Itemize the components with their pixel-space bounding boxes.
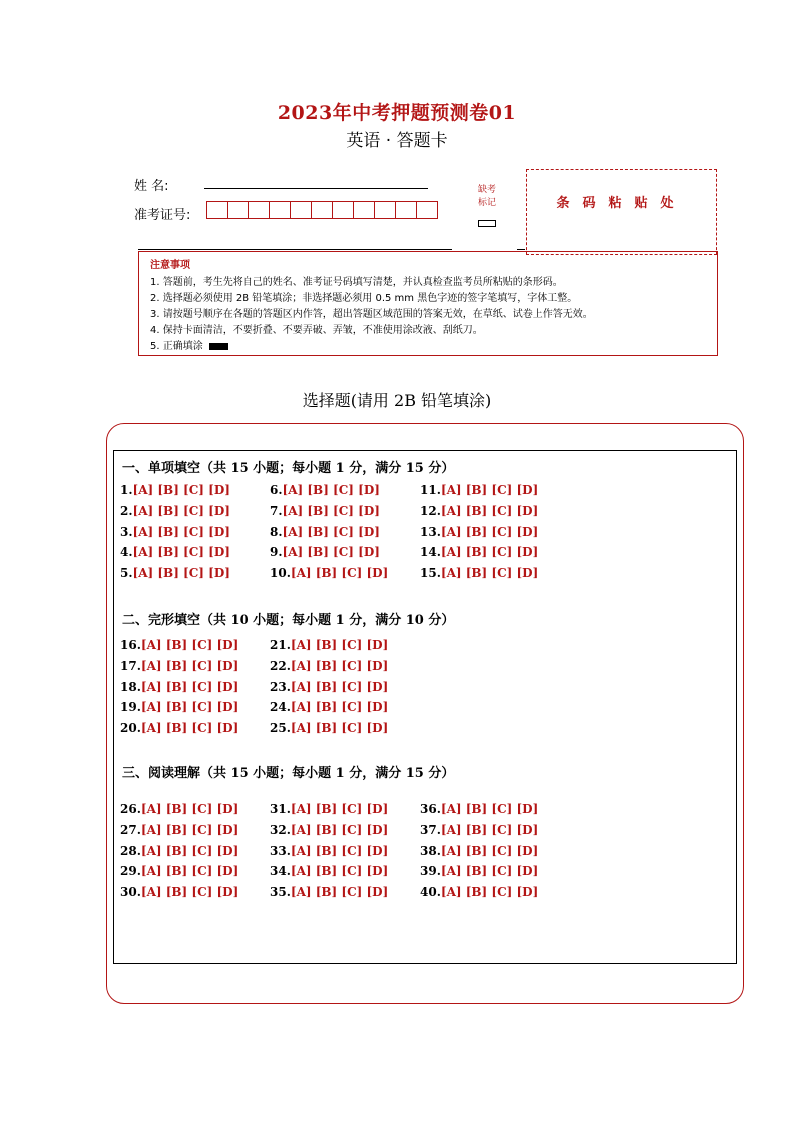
id-digit-box[interactable] bbox=[206, 201, 228, 219]
answer-options[interactable]: [A] [B] [C] [D] bbox=[140, 843, 239, 858]
page-subtitle: 英语 · 答题卡 bbox=[346, 131, 448, 151]
question-item[interactable] bbox=[120, 504, 230, 518]
answer-options[interactable]: [A] [B] [C] [D] bbox=[290, 843, 389, 858]
question-item[interactable] bbox=[120, 885, 238, 899]
notice-title: 注意事项 bbox=[150, 260, 190, 271]
question-number: 4. bbox=[120, 545, 133, 560]
question-number: 25. bbox=[270, 721, 291, 736]
question-item[interactable] bbox=[270, 700, 388, 714]
answer-options[interactable]: [A] [B] [C] [D] bbox=[290, 885, 389, 900]
choice-section-heading: 选择题(请用 2B 铅笔填涂) bbox=[302, 391, 492, 410]
absent-mark-label bbox=[473, 184, 501, 210]
id-digit-box[interactable] bbox=[416, 201, 438, 219]
id-digit-box[interactable] bbox=[374, 201, 396, 219]
question-item[interactable] bbox=[420, 885, 538, 899]
question-number: 29. bbox=[120, 864, 141, 879]
answer-options[interactable]: [A] [B] [C] [D] bbox=[440, 864, 539, 879]
question-item[interactable] bbox=[270, 566, 388, 580]
question-item[interactable] bbox=[270, 680, 388, 694]
question-number: 26. bbox=[120, 802, 141, 816]
answer-options[interactable]: [A] [B] [C] [D] bbox=[440, 524, 539, 539]
question-number: 37. bbox=[420, 822, 441, 837]
divider-tick bbox=[517, 249, 525, 250]
question-number: 8. bbox=[270, 524, 283, 539]
answer-options[interactable]: [A] [B] [C] [D] bbox=[140, 721, 239, 736]
question-number: 5. bbox=[120, 566, 133, 581]
question-item[interactable] bbox=[270, 483, 380, 497]
answer-options[interactable]: [A] [B] [C] [D] bbox=[440, 822, 539, 837]
answer-options[interactable]: [A] [B] [C] [D] bbox=[282, 503, 380, 518]
answer-options[interactable]: [A] [B] [C] [D] bbox=[282, 545, 380, 560]
answer-options[interactable]: [A] [B] [C] [D] bbox=[140, 679, 239, 694]
question-item[interactable] bbox=[270, 844, 388, 858]
group-title-reading: 三、阅读理解（共 15 小题；每小题 1 分，满分 15 分） bbox=[122, 766, 455, 781]
answer-options[interactable]: [A] [B] [C] [D] bbox=[132, 545, 230, 560]
question-number: 16. bbox=[120, 638, 141, 652]
question-item[interactable] bbox=[120, 545, 230, 559]
id-digit-box[interactable] bbox=[269, 201, 291, 219]
absent-mark-box[interactable] bbox=[478, 220, 496, 227]
answer-options[interactable]: [A] [B] [C] [D] bbox=[290, 802, 389, 816]
answer-options[interactable]: [A] [B] [C] [D] bbox=[290, 566, 389, 581]
question-item[interactable] bbox=[120, 700, 238, 714]
answer-options[interactable]: [A] [B] [C] [D] bbox=[132, 566, 230, 581]
question-number: 28. bbox=[120, 843, 141, 858]
question-item[interactable] bbox=[120, 802, 238, 816]
question-item[interactable] bbox=[120, 566, 230, 580]
answer-options[interactable]: [A] [B] [C] [D] bbox=[290, 721, 389, 736]
absent-label-line-2: 标记 bbox=[477, 198, 496, 208]
question-number: 14. bbox=[420, 545, 441, 560]
question-number: 13. bbox=[420, 524, 441, 539]
answer-options[interactable]: [A] [B] [C] [D] bbox=[290, 679, 389, 694]
question-number: 10. bbox=[270, 566, 291, 581]
answer-options[interactable]: [A] [B] [C] [D] bbox=[440, 885, 539, 900]
question-number: 24. bbox=[270, 700, 291, 715]
question-number: 34. bbox=[270, 864, 291, 879]
question-item[interactable] bbox=[270, 802, 388, 816]
question-item[interactable] bbox=[420, 483, 538, 497]
question-number: 18. bbox=[120, 679, 141, 694]
id-number-boxes[interactable] bbox=[206, 201, 438, 219]
divider-line bbox=[138, 249, 452, 250]
question-number: 7. bbox=[270, 503, 283, 518]
question-number: 19. bbox=[120, 700, 141, 715]
question-item[interactable] bbox=[270, 885, 388, 899]
question-item[interactable] bbox=[420, 844, 538, 858]
id-digit-box[interactable] bbox=[311, 201, 333, 219]
question-item[interactable] bbox=[120, 823, 238, 837]
id-label: 准考证号: bbox=[134, 208, 191, 223]
question-number: 40. bbox=[420, 885, 441, 900]
notice-item: 1. 答题前，考生先将自己的姓名、准考证号码填写清楚，并认真检查监考员所粘贴的条形码。 bbox=[150, 277, 563, 288]
answer-options[interactable]: [A] [B] [C] [D] bbox=[290, 638, 389, 652]
question-number: 2. bbox=[120, 503, 133, 518]
question-item[interactable] bbox=[120, 525, 230, 539]
answer-options[interactable]: [A] [B] [C] [D] bbox=[132, 503, 230, 518]
answer-options[interactable]: [A] [B] [C] [D] bbox=[132, 524, 230, 539]
question-number: 35. bbox=[270, 885, 291, 900]
answer-options[interactable]: [A] [B] [C] [D] bbox=[140, 822, 239, 837]
question-number: 36. bbox=[420, 802, 441, 816]
answer-options[interactable]: [A] [B] [C] [D] bbox=[140, 885, 239, 900]
question-number: 30. bbox=[120, 885, 141, 900]
question-number: 20. bbox=[120, 721, 141, 736]
notice-item: 3. 请按题号顺序在各题的答题区内作答，超出答题区域范围的答案无效，在草纸、试卷上作答无效。 bbox=[150, 309, 593, 320]
absent-label-line-1: 缺考 bbox=[477, 185, 496, 195]
answer-options[interactable]: [A] [B] [C] [D] bbox=[290, 822, 389, 837]
answer-options[interactable]: [A] [B] [C] [D] bbox=[140, 658, 239, 673]
question-number: 21. bbox=[270, 638, 291, 652]
answer-options[interactable]: [A] [B] [C] [D] bbox=[282, 483, 380, 497]
answer-options[interactable]: [A] [B] [C] [D] bbox=[290, 658, 389, 673]
question-number: 12. bbox=[420, 503, 441, 518]
question-number: 39. bbox=[420, 864, 441, 879]
question-item[interactable] bbox=[120, 638, 238, 652]
id-digit-box[interactable] bbox=[353, 201, 375, 219]
question-number: 23. bbox=[270, 679, 291, 694]
question-item[interactable] bbox=[120, 659, 238, 673]
question-item[interactable] bbox=[120, 680, 238, 694]
answer-options[interactable]: [A] [B] [C] [D] bbox=[290, 864, 389, 879]
question-item[interactable] bbox=[120, 844, 238, 858]
barcode-area bbox=[526, 169, 717, 255]
id-digit-box[interactable] bbox=[332, 201, 354, 219]
question-item[interactable] bbox=[270, 721, 388, 735]
answer-options[interactable]: [A] [B] [C] [D] bbox=[440, 802, 539, 816]
question-item[interactable] bbox=[420, 504, 538, 518]
question-item[interactable] bbox=[270, 864, 388, 878]
question-number: 11. bbox=[420, 483, 441, 497]
notice-item: 4. 保持卡面清洁，不要折叠、不要弄破、弄皱，不准使用涂改液、刮纸刀。 bbox=[150, 325, 483, 336]
answer-options[interactable]: [A] [B] [C] [D] bbox=[440, 503, 539, 518]
answer-options[interactable]: [A] [B] [C] [D] bbox=[282, 524, 380, 539]
question-item[interactable] bbox=[270, 659, 388, 673]
id-digit-box[interactable] bbox=[395, 201, 417, 219]
question-number: 6. bbox=[270, 483, 283, 497]
question-number: 31. bbox=[270, 802, 291, 816]
question-number: 32. bbox=[270, 822, 291, 837]
id-digit-box[interactable] bbox=[248, 201, 270, 219]
answer-options[interactable]: [A] [B] [C] [D] bbox=[440, 483, 539, 497]
question-number: 9. bbox=[270, 545, 283, 560]
notice-item-label: 5. 正确填涂 bbox=[150, 341, 203, 352]
question-number: 15. bbox=[420, 566, 441, 581]
question-item[interactable] bbox=[420, 864, 538, 878]
question-item[interactable] bbox=[420, 525, 538, 539]
question-number: 17. bbox=[120, 658, 141, 673]
answer-options[interactable]: [A] [B] [C] [D] bbox=[140, 638, 239, 652]
answer-options[interactable]: [A] [B] [C] [D] bbox=[440, 843, 539, 858]
page-title: 2023年中考押题预测卷01 bbox=[277, 102, 517, 124]
barcode-label: 条码粘贴处 bbox=[556, 196, 687, 211]
filled-mark-example bbox=[209, 343, 228, 350]
question-number: 38. bbox=[420, 843, 441, 858]
question-item[interactable] bbox=[420, 823, 538, 837]
group-title-cloze: 二、完形填空（共 10 小题；每小题 1 分，满分 10 分） bbox=[122, 613, 455, 628]
question-item[interactable] bbox=[420, 566, 538, 580]
notice-item-correct-fill bbox=[150, 337, 228, 352]
id-digit-box[interactable] bbox=[290, 201, 312, 219]
name-input-line[interactable] bbox=[204, 188, 428, 189]
question-item[interactable] bbox=[420, 802, 538, 816]
question-item[interactable] bbox=[120, 483, 230, 497]
question-number: 1. bbox=[120, 483, 133, 497]
question-number: 22. bbox=[270, 658, 291, 673]
question-item[interactable] bbox=[120, 864, 238, 878]
question-item[interactable] bbox=[270, 504, 380, 518]
notice-item: 2. 选择题必须使用 2B 铅笔填涂；非选择题必须用 0.5 mm 黑色字迹的签字笔填写，字体工整。 bbox=[150, 293, 578, 304]
question-item[interactable] bbox=[270, 545, 380, 559]
question-number: 33. bbox=[270, 843, 291, 858]
answer-options[interactable]: [A] [B] [C] [D] bbox=[440, 545, 539, 560]
answer-options[interactable]: [A] [B] [C] [D] bbox=[132, 483, 230, 497]
answer-options[interactable]: [A] [B] [C] [D] bbox=[440, 566, 539, 581]
question-item[interactable] bbox=[270, 823, 388, 837]
question-item[interactable] bbox=[420, 545, 538, 559]
answer-options[interactable]: [A] [B] [C] [D] bbox=[140, 700, 239, 715]
id-digit-box[interactable] bbox=[227, 201, 249, 219]
question-item[interactable] bbox=[270, 638, 388, 652]
answer-options[interactable]: [A] [B] [C] [D] bbox=[140, 802, 239, 816]
question-item[interactable] bbox=[270, 525, 380, 539]
answer-options[interactable]: [A] [B] [C] [D] bbox=[140, 864, 239, 879]
name-label: 姓 名: bbox=[134, 179, 169, 194]
group-title-single-choice: 一、单项填空（共 15 小题；每小题 1 分，满分 15 分） bbox=[122, 461, 455, 476]
question-number: 3. bbox=[120, 524, 133, 539]
question-item[interactable] bbox=[120, 721, 238, 735]
question-number: 27. bbox=[120, 822, 141, 837]
answer-options[interactable]: [A] [B] [C] [D] bbox=[290, 700, 389, 715]
